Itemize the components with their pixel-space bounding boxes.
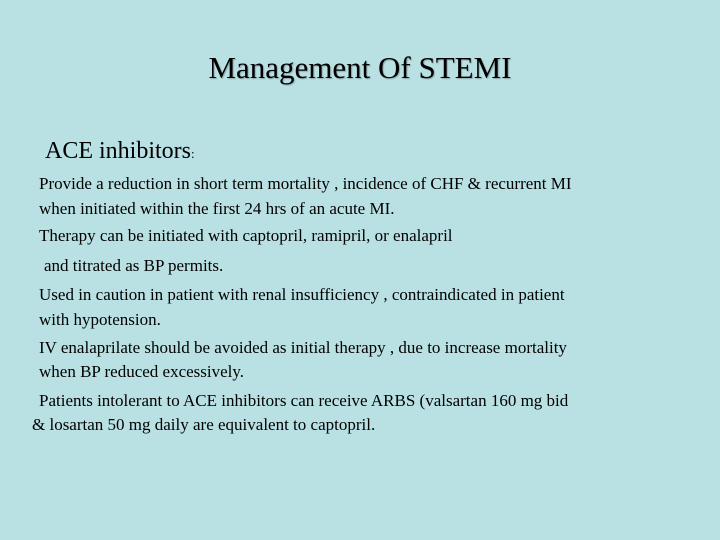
- body-line: when BP reduced excessively.: [39, 362, 245, 381]
- body-line: Therapy can be initiated with captopril, ramipril, or enalapril: [39, 226, 453, 245]
- slide-title: Management Of STEMI: [208, 50, 512, 85]
- body-line: when initiated within the first 24 hrs of an acute MI.: [39, 199, 395, 218]
- body-line: with hypotension.: [39, 310, 161, 329]
- body-line: and titrated as BP permits.: [44, 256, 224, 275]
- body-line: IV enalaprilate should be avoided as initial therapy , due to increase mortality: [39, 338, 567, 357]
- body-line: Provide a reduction in short term mortality , incidence of CHF & recurrent MI: [39, 174, 572, 193]
- body-line: Patients intolerant to ACE inhibitors can receive ARBS (valsartan 160 mg bid: [39, 391, 569, 410]
- section-heading-colon: :: [191, 146, 195, 161]
- body-line: Used in caution in patient with renal insufficiency , contraindicated in patient: [39, 285, 565, 304]
- body-line: & losartan 50 mg daily are equivalent to captopril.: [32, 415, 376, 434]
- section-heading-label: ACE inhibitors: [45, 138, 192, 164]
- section-heading: [45, 137, 195, 168]
